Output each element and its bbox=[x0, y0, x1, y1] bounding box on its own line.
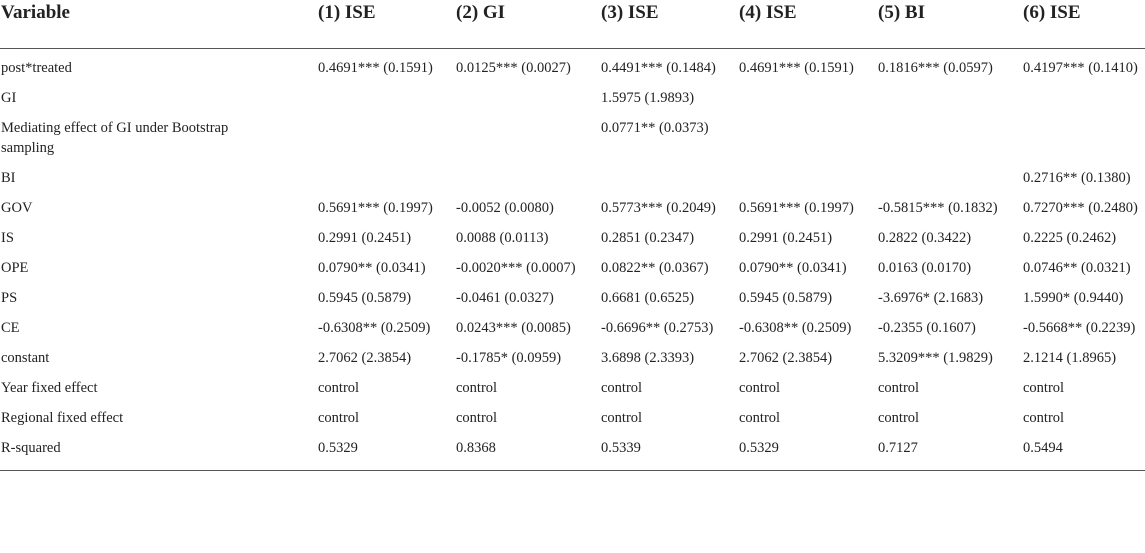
coefficient-cell: control bbox=[1023, 380, 1065, 396]
coefficient-cell: -0.2355 (0.1607) bbox=[878, 320, 976, 336]
coefficient-cell bbox=[878, 162, 1023, 192]
table-row bbox=[0, 372, 1145, 402]
column-header-model-5: (5) BI bbox=[878, 0, 1023, 49]
coefficient-cell: 0.5945 (0.5879) bbox=[318, 290, 412, 306]
row-label: Mediating effect of GI under Bootstrap sampling bbox=[1, 120, 229, 156]
coefficient-cell bbox=[1023, 82, 1145, 112]
coefficient-cell: control bbox=[601, 380, 643, 396]
coefficient-cell: 2.7062 (2.3854) bbox=[739, 350, 833, 366]
coefficient-cell: 0.0243*** (0.0085) bbox=[456, 320, 571, 336]
coefficient-cell: 0.6681 (0.6525) bbox=[601, 290, 695, 306]
coefficient-cell bbox=[456, 112, 601, 162]
coefficient-cell bbox=[878, 112, 1023, 162]
coefficient-cell: 0.5329 bbox=[739, 432, 878, 471]
row-label: IS bbox=[1, 230, 14, 246]
table-row bbox=[0, 82, 1145, 112]
coefficient-cell: 0.0790** (0.0341) bbox=[318, 260, 426, 276]
coefficient-cell: 1.5990* (0.9440) bbox=[1023, 290, 1124, 306]
coefficient-cell: 0.7270*** (0.2480) bbox=[1023, 200, 1138, 216]
column-header-variable: Variable bbox=[0, 0, 318, 49]
column-header-model-6: (6) ISE bbox=[1023, 0, 1145, 49]
coefficient-cell: -0.5668** (0.2239) bbox=[1023, 320, 1136, 336]
coefficient-cell: control bbox=[318, 410, 360, 426]
coefficient-cell: 0.4491*** (0.1484) bbox=[601, 60, 716, 76]
coefficient-cell: -0.0052 (0.0080) bbox=[456, 200, 554, 216]
coefficient-cell: control bbox=[739, 410, 781, 426]
coefficient-cell: 0.8368 bbox=[456, 432, 601, 471]
coefficient-cell: 2.7062 (2.3854) bbox=[318, 350, 412, 366]
coefficient-cell bbox=[456, 162, 601, 192]
coefficient-cell: 3.6898 (2.3393) bbox=[601, 350, 695, 366]
table-row bbox=[0, 112, 1145, 162]
coefficient-cell: control bbox=[456, 410, 498, 426]
coefficient-cell: 0.2225 (0.2462) bbox=[1023, 230, 1117, 246]
coefficient-cell bbox=[878, 82, 1023, 112]
coefficient-cell bbox=[318, 82, 456, 112]
table-row bbox=[0, 282, 1145, 312]
table-row bbox=[0, 49, 1145, 83]
row-label: post*treated bbox=[1, 60, 72, 76]
coefficient-cell: control bbox=[1023, 410, 1065, 426]
coefficient-cell: 0.2716** (0.1380) bbox=[1023, 170, 1131, 186]
coefficient-cell: 0.4197*** (0.1410) bbox=[1023, 60, 1138, 76]
coefficient-cell: 0.0746** (0.0321) bbox=[1023, 260, 1131, 276]
coefficient-cell: 0.2822 (0.3422) bbox=[878, 230, 972, 246]
coefficient-cell: control bbox=[878, 410, 920, 426]
coefficient-cell: -0.5815*** (0.1832) bbox=[878, 200, 998, 216]
coefficient-cell: -0.0461 (0.0327) bbox=[456, 290, 554, 306]
coefficient-cell: control bbox=[601, 410, 643, 426]
coefficient-cell: 0.0125*** (0.0027) bbox=[456, 60, 571, 76]
coefficient-cell: 0.5773*** (0.2049) bbox=[601, 200, 716, 216]
row-label: CE bbox=[1, 320, 20, 336]
coefficient-cell bbox=[739, 162, 878, 192]
row-label: OPE bbox=[1, 260, 29, 276]
table-row bbox=[0, 432, 1145, 471]
coefficient-cell: 0.2991 (0.2451) bbox=[739, 230, 833, 246]
coefficient-cell bbox=[456, 82, 601, 112]
coefficient-cell: -0.1785* (0.0959) bbox=[456, 350, 562, 366]
coefficient-cell: 0.0822** (0.0367) bbox=[601, 260, 709, 276]
coefficient-cell: control bbox=[318, 380, 360, 396]
coefficient-cell: control bbox=[878, 380, 920, 396]
coefficient-cell: 0.5329 bbox=[318, 432, 456, 471]
coefficient-cell: 2.1214 (1.8965) bbox=[1023, 350, 1117, 366]
row-label: BI bbox=[1, 170, 16, 186]
coefficient-cell: -0.6308** (0.2509) bbox=[318, 320, 431, 336]
row-label: GI bbox=[1, 90, 17, 106]
coefficient-cell: -0.0020*** (0.0007) bbox=[456, 260, 576, 276]
column-header-model-2: (2) GI bbox=[456, 0, 601, 49]
table-row bbox=[0, 192, 1145, 222]
coefficient-cell bbox=[318, 112, 456, 162]
coefficient-cell: 0.5494 bbox=[1023, 432, 1145, 471]
coefficient-cell bbox=[739, 112, 878, 162]
row-label: R-squared bbox=[0, 432, 318, 471]
coefficient-cell: 0.4691*** (0.1591) bbox=[318, 60, 433, 76]
coefficient-cell bbox=[1023, 112, 1145, 162]
coefficient-cell: 0.0771** (0.0373) bbox=[601, 120, 709, 136]
header-row bbox=[0, 0, 1145, 49]
table-header bbox=[0, 0, 1145, 49]
coefficient-cell: 0.0088 (0.0113) bbox=[456, 230, 549, 246]
coefficient-cell: -3.6976* (2.1683) bbox=[878, 290, 984, 306]
row-label: PS bbox=[1, 290, 18, 306]
coefficient-cell bbox=[739, 82, 878, 112]
coefficient-cell: 0.7127 bbox=[878, 432, 1023, 471]
coefficient-cell: 0.5945 (0.5879) bbox=[739, 290, 833, 306]
coefficient-cell: 5.3209*** (1.9829) bbox=[878, 350, 993, 366]
coefficient-cell: -0.6308** (0.2509) bbox=[739, 320, 852, 336]
row-label: constant bbox=[1, 350, 50, 366]
column-header-model-3: (3) ISE bbox=[601, 0, 739, 49]
table-row bbox=[0, 222, 1145, 252]
coefficient-cell: -0.6696** (0.2753) bbox=[601, 320, 714, 336]
table-row bbox=[0, 342, 1145, 372]
coefficient-cell: 1.5975 (1.9893) bbox=[601, 90, 695, 106]
coefficient-cell: 0.1816*** (0.0597) bbox=[878, 60, 993, 76]
coefficient-cell: 0.4691*** (0.1591) bbox=[739, 60, 854, 76]
coefficient-cell: 0.0790** (0.0341) bbox=[739, 260, 847, 276]
coefficient-cell: 0.5691*** (0.1997) bbox=[739, 200, 854, 216]
table-row bbox=[0, 162, 1145, 192]
coefficient-cell: control bbox=[456, 380, 498, 396]
coefficient-cell: 0.2991 (0.2451) bbox=[318, 230, 412, 246]
table-body bbox=[0, 49, 1145, 471]
coefficient-cell: 0.5339 bbox=[601, 432, 739, 471]
column-header-model-4: (4) ISE bbox=[739, 0, 878, 49]
row-label: Regional fixed effect bbox=[1, 410, 124, 426]
row-label: Year fixed effect bbox=[1, 380, 98, 396]
table-row bbox=[0, 402, 1145, 432]
column-header-model-1: (1) ISE bbox=[318, 0, 456, 49]
table-row bbox=[0, 312, 1145, 342]
row-label: GOV bbox=[1, 200, 33, 216]
coefficient-cell: 0.2851 (0.2347) bbox=[601, 230, 695, 246]
coefficient-cell: 0.0163 (0.0170) bbox=[878, 260, 972, 276]
coefficient-cell: 0.5691*** (0.1997) bbox=[318, 200, 433, 216]
table-row bbox=[0, 252, 1145, 282]
coefficient-cell bbox=[601, 162, 739, 192]
coefficient-cell: control bbox=[739, 380, 781, 396]
coefficient-cell bbox=[318, 162, 456, 192]
